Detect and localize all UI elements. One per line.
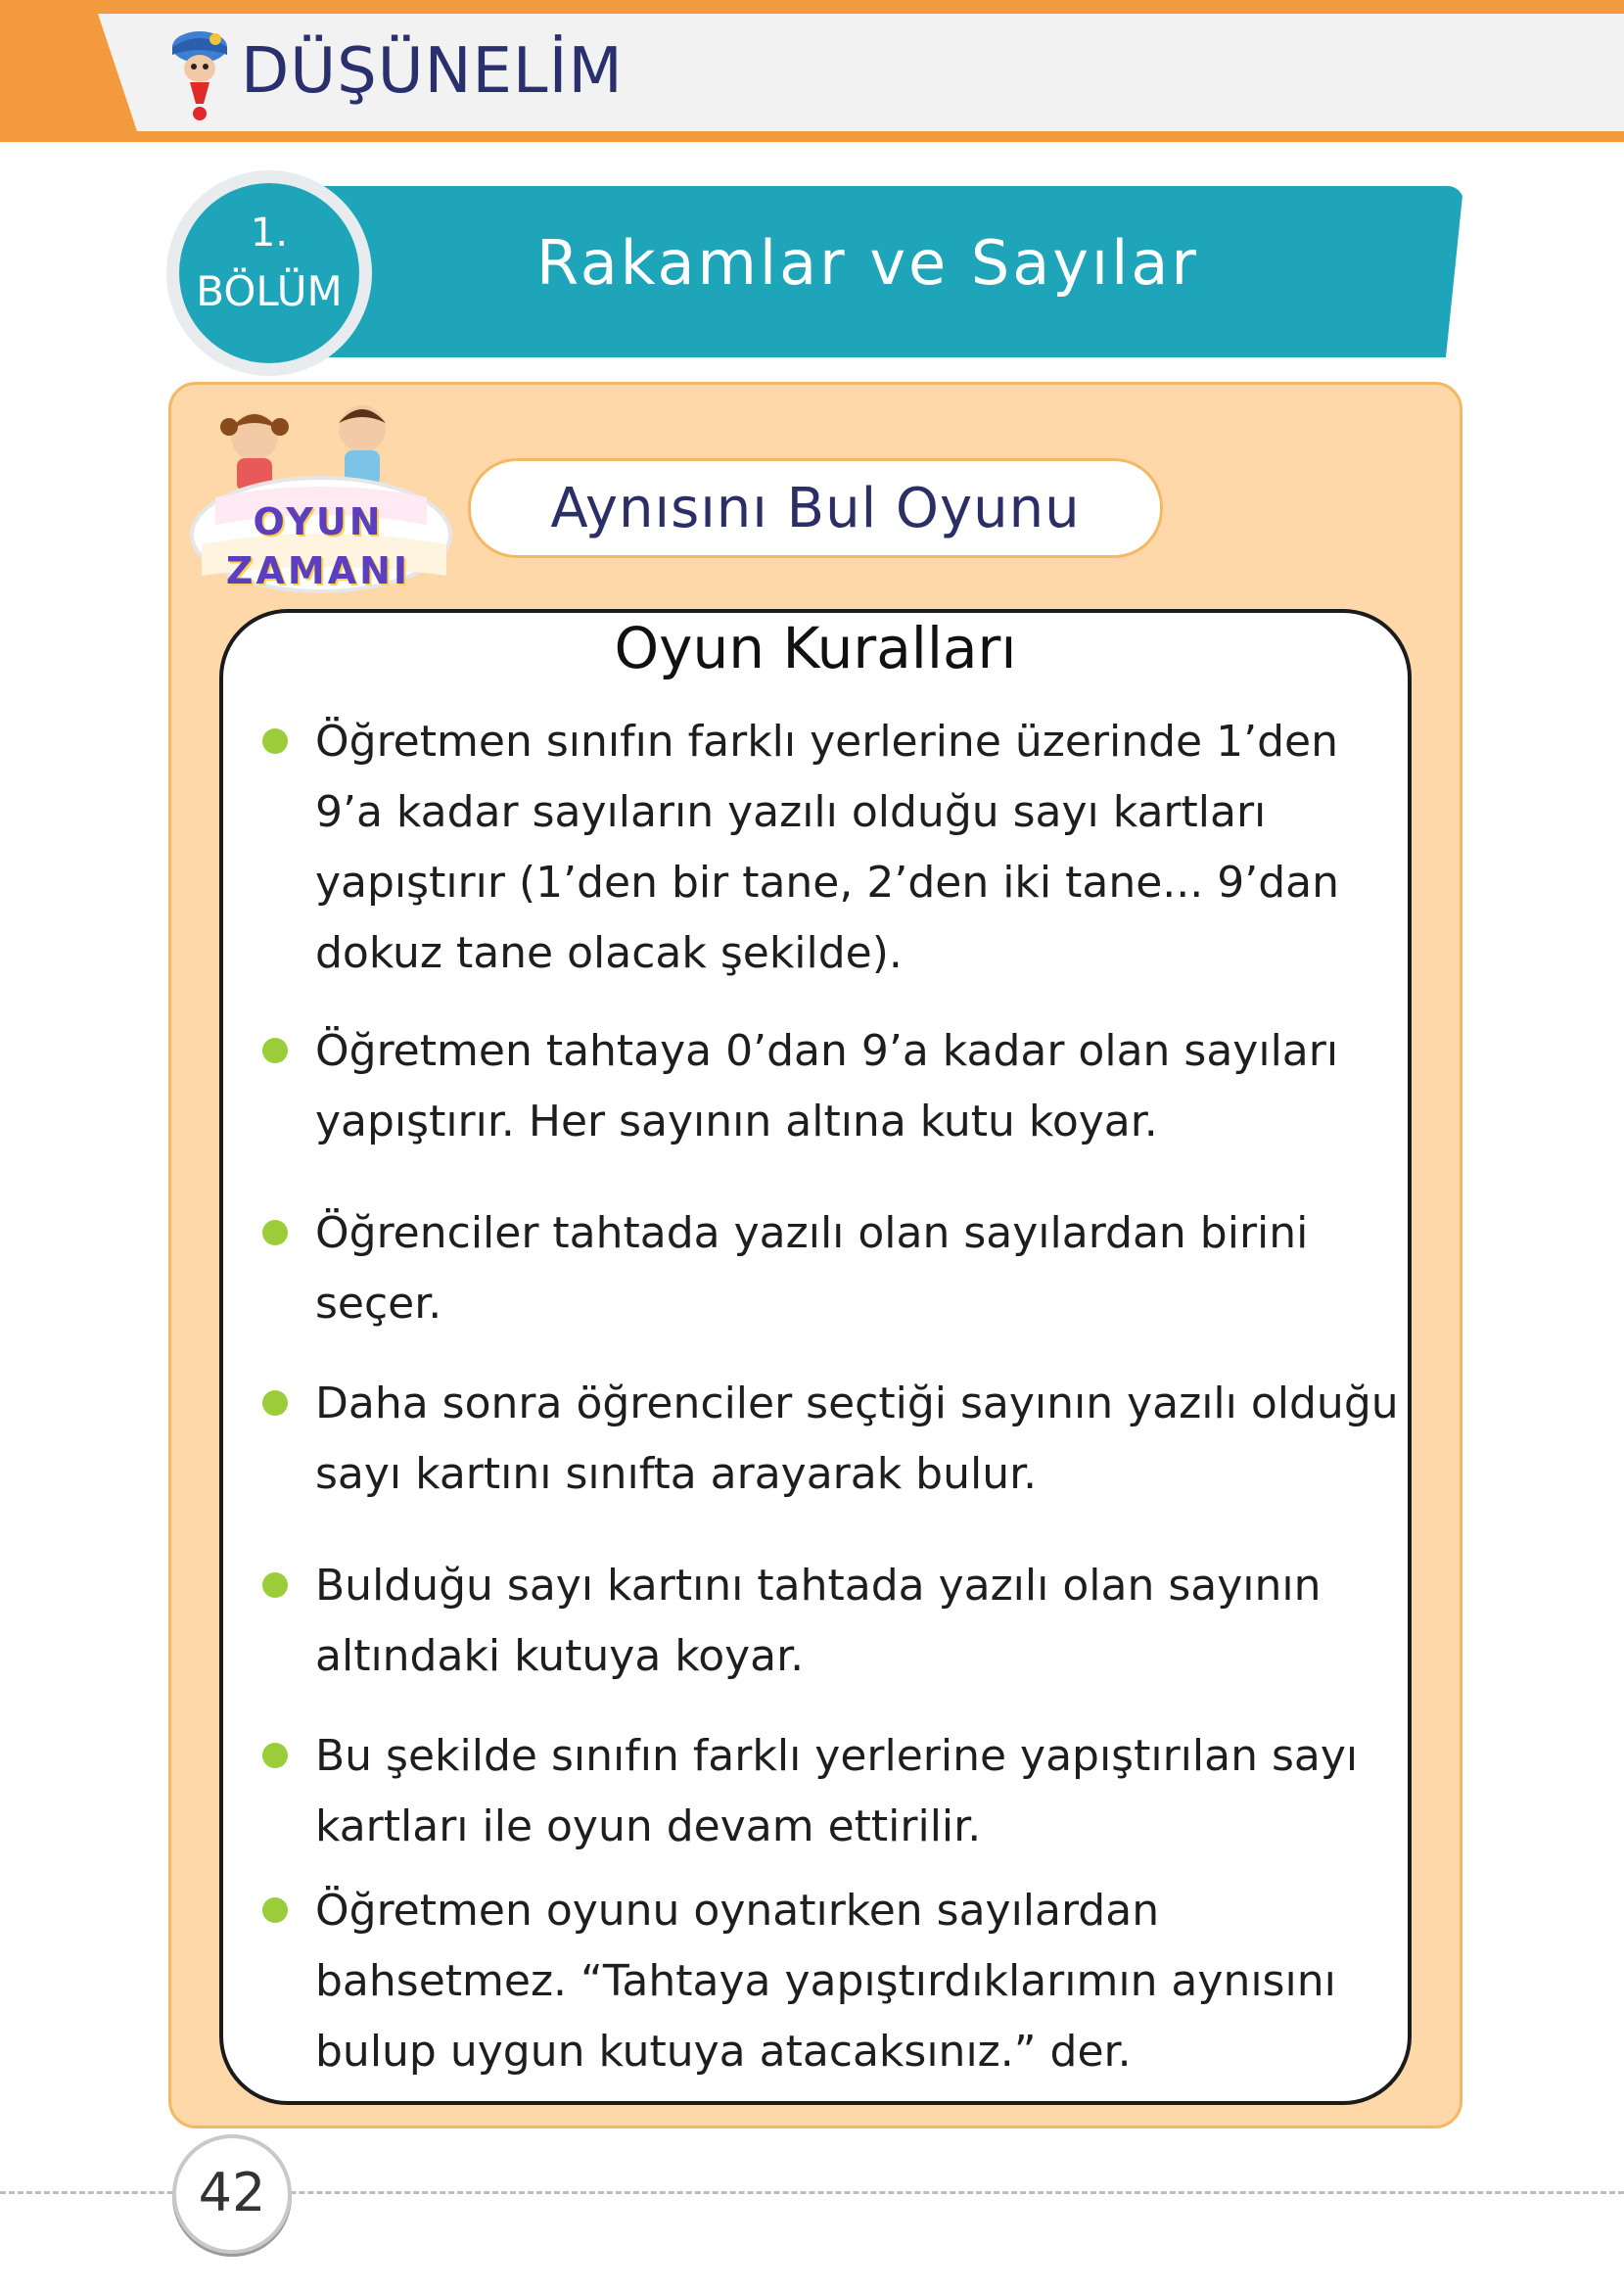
rule-text: Öğrenciler tahtada yazılı olan sayılardan birini seçer. <box>315 1208 1309 1329</box>
oyun-zamani-text: OYUN ZAMANI <box>225 500 411 592</box>
section-title: Rakamlar ve Sayılar <box>536 227 1199 299</box>
thinking-character-icon <box>164 25 235 123</box>
bullet-icon <box>262 1220 288 1245</box>
bullet-icon <box>262 728 288 754</box>
rule-text: Daha sonra öğrenciler seçtiği sayının yazılı olduğu sayı kartını sınıfta arayarak bulur. <box>315 1379 1399 1499</box>
game-title-pill <box>468 458 1163 558</box>
rules-title: Oyun Kuralları <box>614 615 1017 681</box>
game-title: Aynısını Bul Oyunu <box>550 476 1081 540</box>
page-number: 42 <box>198 2162 266 2223</box>
bullet-icon <box>262 1897 288 1923</box>
bullet-icon <box>262 1390 288 1416</box>
section-number: 1. <box>250 210 289 256</box>
bullet-icon <box>262 1743 288 1768</box>
bullet-icon <box>262 1038 288 1063</box>
rule-text: Bulduğu sayı kartını tahtada yazılı olan sayının altındaki kutuya koyar. <box>315 1561 1322 1681</box>
rule-text: Öğretmen tahtaya 0’dan 9’a kadar olan sayıları yapıştırır. Her sayının altına kutu koyar. <box>315 1026 1339 1146</box>
rule-text: Bu şekilde sınıfın farklı yerlerine yapıştırılan sayı kartları ile oyun devam ettirilir. <box>315 1731 1359 1851</box>
rule-text: Öğretmen sınıfın farklı yerlerine üzerinde 1’den 9’a kadar sayıların yazılı olduğu sayı kartları yapıştırır (1’den bir tane, 2’den iki tane... 9’dan dokuz tane olacak şekilde). <box>315 717 1339 978</box>
section-label: BÖLÜM <box>196 267 343 315</box>
rule-text: Öğretmen oyunu oynatırken sayılardan bahsetmez. “Tahtaya yapıştırdıklarımın aynısını bulup uygun kutuya atacaksınız.” der. <box>315 1886 1336 2077</box>
bullet-icon <box>262 1572 288 1598</box>
page-section-title: DÜŞÜNELİM <box>241 35 624 108</box>
